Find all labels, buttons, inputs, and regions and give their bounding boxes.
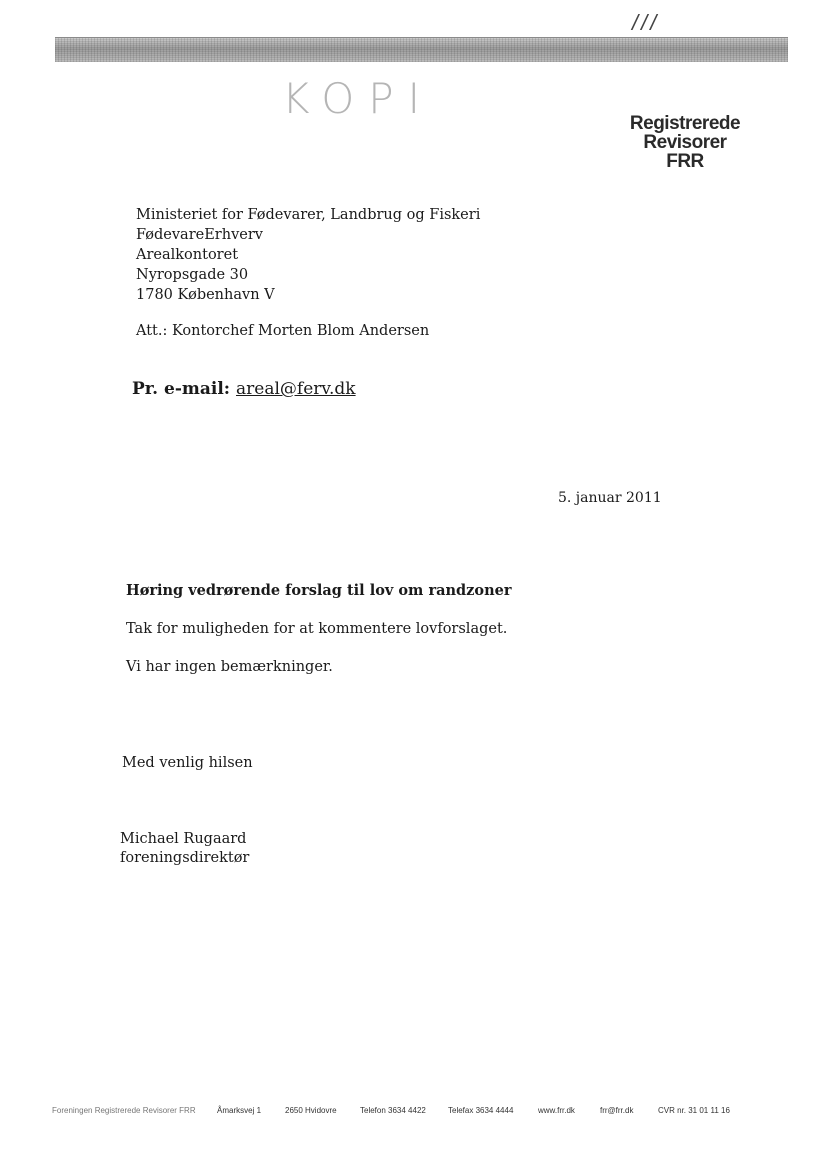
email-prefix: Pr. e-mail: — [132, 379, 231, 399]
footer-web[interactable]: www.frr.dk — [538, 1106, 575, 1115]
recipient-line: Nyropsgade 30 — [136, 267, 249, 283]
logo-line-2: Revisorer — [643, 132, 727, 153]
footer-cvr: CVR nr. 31 01 11 16 — [658, 1106, 730, 1115]
logo-line-3: FRR — [666, 151, 704, 172]
recipient-line: Arealkontoret — [136, 247, 239, 263]
handwritten-mark: /// — [632, 10, 660, 35]
footer-street: Åmarksvej 1 — [217, 1106, 262, 1115]
recipient-line: Ministeriet for Fødevarer, Landbrug og Fiskeri — [136, 207, 481, 223]
closing-salutation: Med venlig hilsen — [122, 755, 253, 771]
recipient-line: 1780 København V — [136, 287, 275, 303]
body-paragraph: Vi har ingen bemærkninger. — [126, 659, 333, 675]
footer-city: 2650 Hvidovre — [285, 1106, 337, 1115]
logo-line-1: Registrerede — [629, 113, 741, 134]
frr-logo — [610, 114, 760, 171]
scan-header-band — [55, 37, 788, 62]
signature-block — [120, 830, 249, 868]
body-paragraph: Tak for muligheden for at kommentere lovforslaget. — [126, 621, 508, 637]
recipient-address — [136, 205, 480, 305]
kopi-stamp: KOPI — [282, 74, 435, 123]
attention-line: Att.: Kontorchef Morten Blom Andersen — [136, 323, 430, 339]
footer-org: Foreningen Registrerede Revisorer FRR — [52, 1106, 196, 1115]
letter-subject: Høring vedrørende forslag til lov om randzoner — [126, 582, 512, 599]
letter-date: 5. januar 2011 — [558, 490, 662, 506]
footer-fax: Telefax 3634 4444 — [448, 1106, 514, 1115]
footer-email[interactable]: frr@frr.dk — [600, 1106, 634, 1115]
email-link[interactable]: areal@ferv.dk — [236, 379, 356, 399]
signer-title: foreningsdirektør — [120, 850, 250, 866]
footer-phone: Telefon 3634 4422 — [360, 1106, 426, 1115]
email-line — [132, 379, 356, 399]
recipient-line: FødevareErhverv — [136, 227, 263, 243]
signer-name: Michael Rugaard — [120, 831, 247, 847]
